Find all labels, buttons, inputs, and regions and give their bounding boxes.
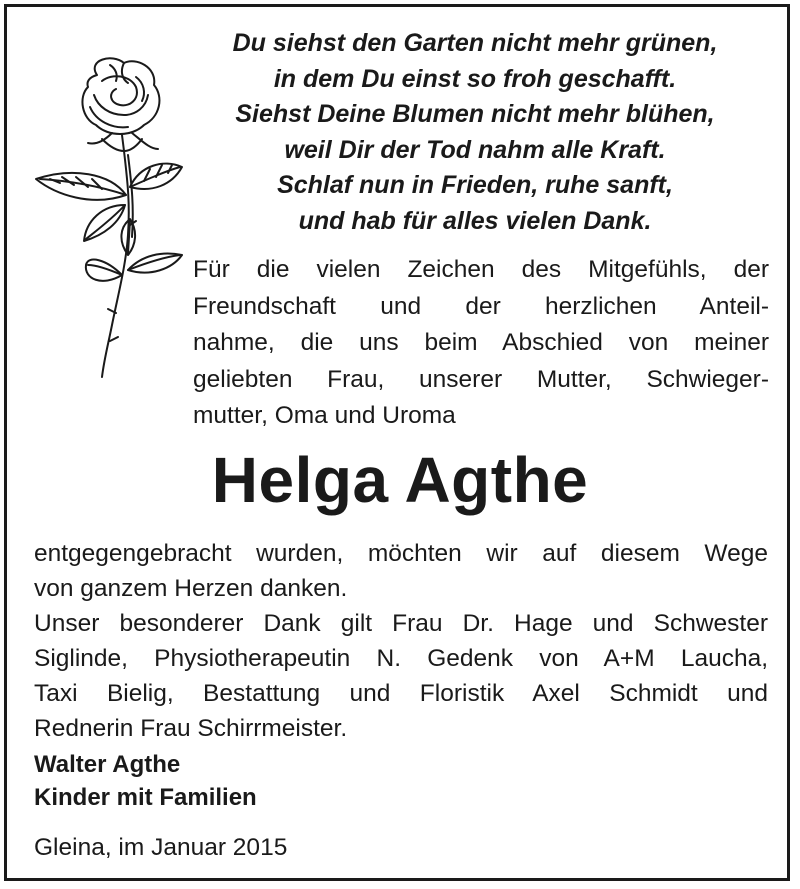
- deceased-name: Helga Agthe: [211, 444, 589, 516]
- place-and-date: Gleina, im Januar 2015: [34, 834, 288, 861]
- text-line: von ganzem Herzen danken.: [34, 575, 348, 602]
- text-line: Rednerin Frau Schirrmeister.: [34, 715, 348, 742]
- text-line: nahme, die uns beim Abschied von meiner: [193, 329, 769, 356]
- poem-line: Siehst Deine Blumen nicht mehr blühen,: [235, 100, 715, 128]
- text-line: mutter, Oma und Uroma: [193, 402, 456, 429]
- signer-family: Kinder mit Familien: [34, 784, 257, 811]
- text-line: entgegengebracht wurden, möchten wir auf diesem Wege: [34, 540, 768, 567]
- text-line: Freundschaft und der herzlichen Anteil-: [193, 292, 769, 320]
- thanks-body-paragraph: [34, 536, 768, 746]
- text-line: Für die vielen Zeichen des Mitgefühls, der: [193, 256, 769, 283]
- text-line: Siglinde, Physiotherapeutin N. Gedenk von A+M Laucha,: [34, 645, 768, 672]
- text-line: geliebten Frau, unserer Mutter, Schwieger-: [193, 365, 769, 393]
- signers: [34, 748, 257, 814]
- text-line: Taxi Bielig, Bestattung und Floristik Axel Schmidt und: [34, 680, 768, 707]
- poem-line: Du siehst den Garten nicht mehr grünen,: [232, 29, 718, 57]
- poem-line: weil Dir der Tod nahm alle Kraft.: [284, 135, 666, 164]
- signer-name: Walter Agthe: [34, 751, 181, 778]
- memorial-poem: [185, 26, 765, 239]
- poem-line: und hab für alles vielen Dank.: [298, 206, 652, 235]
- text-line: Unser besonderer Dank gilt Frau Dr. Hage und Schwester: [34, 610, 768, 637]
- poem-line: in dem Du einst so froh geschafft.: [273, 64, 677, 93]
- rose-illustration-icon: [32, 55, 187, 385]
- thanks-intro-paragraph: [193, 252, 769, 435]
- poem-line: Schlaf nun in Frieden, ruhe sanft,: [277, 171, 673, 199]
